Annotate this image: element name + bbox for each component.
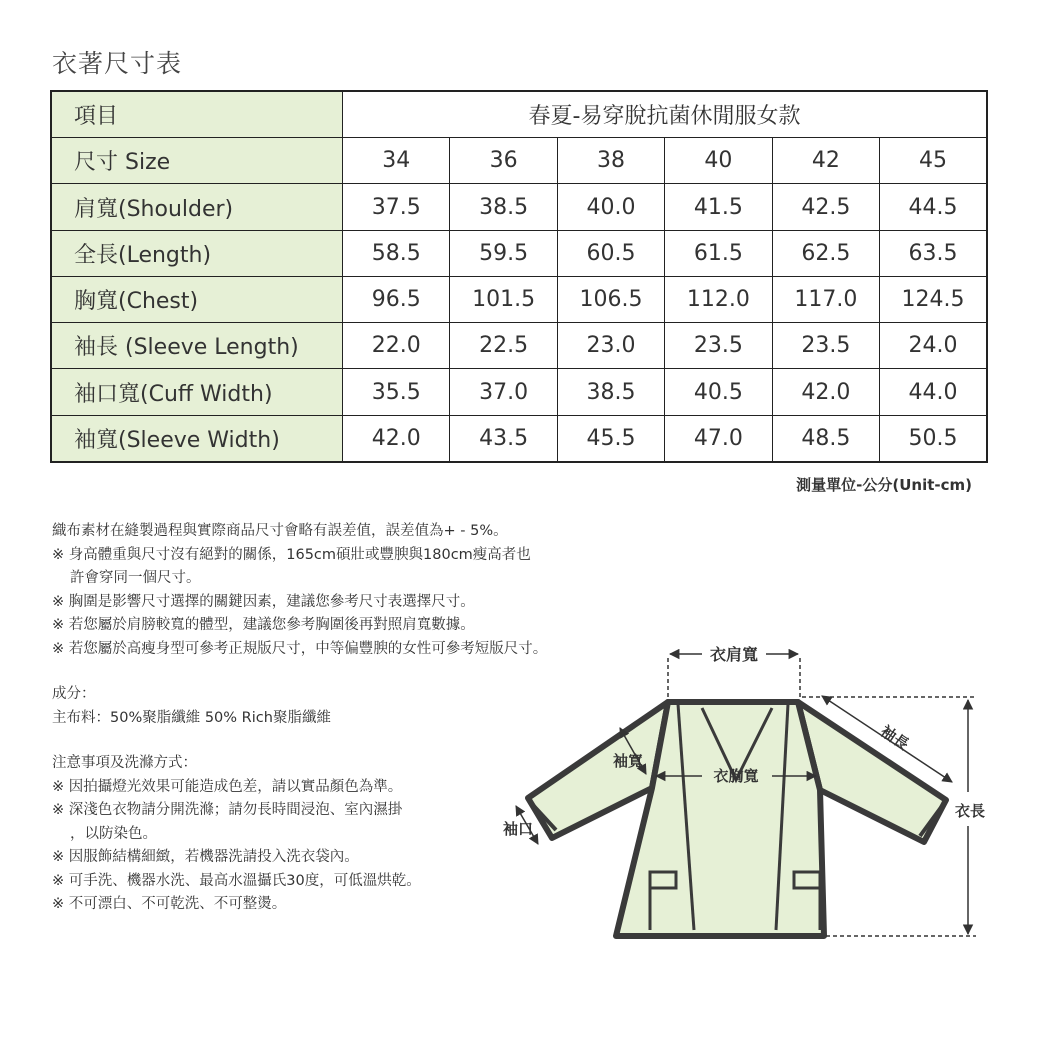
table-row: [51, 323, 987, 369]
cell: 112.0: [665, 276, 772, 322]
material-text: 主布料：50%聚脂纖維 50% Rich聚脂纖維: [52, 709, 331, 726]
cell: 96.5: [343, 276, 450, 322]
cell: 22.5: [450, 323, 557, 369]
cell: 58.5: [343, 230, 450, 276]
care-note: ※ 因拍攝燈光效果可能造成色差，請以實品顏色為準。: [52, 778, 403, 795]
cell: 34: [343, 138, 450, 184]
shoulder-label: 衣肩寬: [709, 645, 759, 664]
row-label: 胸寬(Chest): [51, 276, 343, 322]
cell: 40.0: [557, 184, 664, 230]
header-label-cell: 項目: [51, 91, 343, 138]
cell: 35.5: [343, 369, 450, 415]
cell: 23.0: [557, 323, 664, 369]
cell: 60.5: [557, 230, 664, 276]
cell: 23.5: [772, 323, 879, 369]
cell: 36: [450, 138, 557, 184]
material-title: 成分：: [52, 686, 96, 702]
cell: 23.5: [665, 323, 772, 369]
cell: 38: [557, 138, 664, 184]
care-note: ※ 因服飾結構細緻，若機器洗請投入洗衣袋內。: [52, 849, 359, 865]
cell: 37.0: [450, 369, 557, 415]
cell: 62.5: [772, 230, 879, 276]
product-name-cell: 春夏-易穿脫抗菌休閒服女款: [343, 91, 988, 138]
cell: 101.5: [450, 276, 557, 322]
cell: 40: [665, 138, 772, 184]
cell: 37.5: [343, 184, 450, 230]
cell: 45: [880, 138, 987, 184]
sleeve-width-label: 袖寬: [612, 752, 644, 770]
cell: 43.5: [450, 415, 557, 462]
notes-section: [52, 520, 547, 917]
shoulder-measure: [668, 645, 800, 698]
cell: 106.5: [557, 276, 664, 322]
cell: 61.5: [665, 230, 772, 276]
cell: 22.0: [343, 323, 450, 369]
table-row: [51, 276, 987, 322]
fit-note: 許會穿同一個尺寸。: [70, 570, 201, 586]
cell: 38.5: [450, 184, 557, 230]
care-title: 注意事項及洗滌方式：: [52, 755, 197, 771]
cell: 44.0: [880, 369, 987, 415]
care-note: ※ 可手洗、機器水洗、最高水溫攝氏30度，可低溫烘乾。: [52, 872, 421, 889]
cuff-label: 袖口: [502, 820, 534, 838]
care-note: ※ 深淺色衣物請分開洗滌；請勿長時間浸泡、室內濕掛: [52, 802, 403, 818]
tolerance-note: 織布素材在縫製過程與實際商品尺寸會略有誤差值，誤差值為+ - 5%。: [52, 523, 508, 539]
cell: 50.5: [880, 415, 987, 462]
table-row: [51, 369, 987, 415]
cell: 42: [772, 138, 879, 184]
row-label: 全長(Length): [51, 230, 343, 276]
cell: 42.5: [772, 184, 879, 230]
cell: 38.5: [557, 369, 664, 415]
cell: 42.0: [343, 415, 450, 462]
table-row: [51, 415, 987, 462]
care-note: ※ 不可漂白、不可乾洗、不可整燙。: [52, 896, 287, 912]
cell: 40.5: [665, 369, 772, 415]
cell: 24.0: [880, 323, 987, 369]
size-table: [50, 90, 988, 463]
sleeve-length-label: 袖長: [877, 722, 913, 754]
table-row: [51, 184, 987, 230]
care-note: ，以防染色。: [70, 825, 157, 842]
row-label: 袖口寬(Cuff Width): [51, 369, 343, 415]
fit-note: ※ 若您屬於高瘦身型可參考正規版尺寸，中等偏豐腴的女性可參考短版尺寸。: [52, 640, 548, 657]
table-row: [51, 138, 987, 184]
cell: 41.5: [665, 184, 772, 230]
cell: 59.5: [450, 230, 557, 276]
chest-label: 衣胸寬: [713, 767, 759, 785]
table-header-row: [51, 91, 987, 138]
length-label: 衣長: [954, 802, 986, 820]
cell: 48.5: [772, 415, 879, 462]
cell: 63.5: [880, 230, 987, 276]
row-label: 肩寬(Shoulder): [51, 184, 343, 230]
page-title: 衣著尺寸表: [52, 49, 183, 78]
cell: 44.5: [880, 184, 987, 230]
garment-diagram: [480, 630, 1000, 950]
row-label: 袖寬(Sleeve Width): [51, 415, 343, 462]
cell: 117.0: [772, 276, 879, 322]
cell: 45.5: [557, 415, 664, 462]
row-label: 袖長 (Sleeve Length): [51, 323, 343, 369]
fit-note: ※ 身高體重與尺寸沒有絕對的關係，165cm碩壯或豐腴與180cm瘦高者也: [52, 546, 531, 563]
cell: 42.0: [772, 369, 879, 415]
table-row: [51, 230, 987, 276]
cell: 124.5: [880, 276, 987, 322]
fit-note: ※ 胸圍是影響尺寸選擇的關鍵因素，建議您參考尺寸表選擇尺寸。: [52, 593, 475, 610]
cell: 47.0: [665, 415, 772, 462]
fit-note: ※ 若您屬於肩膀較寬的體型，建議您參考胸圍後再對照肩寬數據。: [52, 617, 475, 633]
unit-note: 測量單位-公分(Unit-cm): [796, 476, 972, 494]
row-label: 尺寸 Size: [51, 138, 343, 184]
